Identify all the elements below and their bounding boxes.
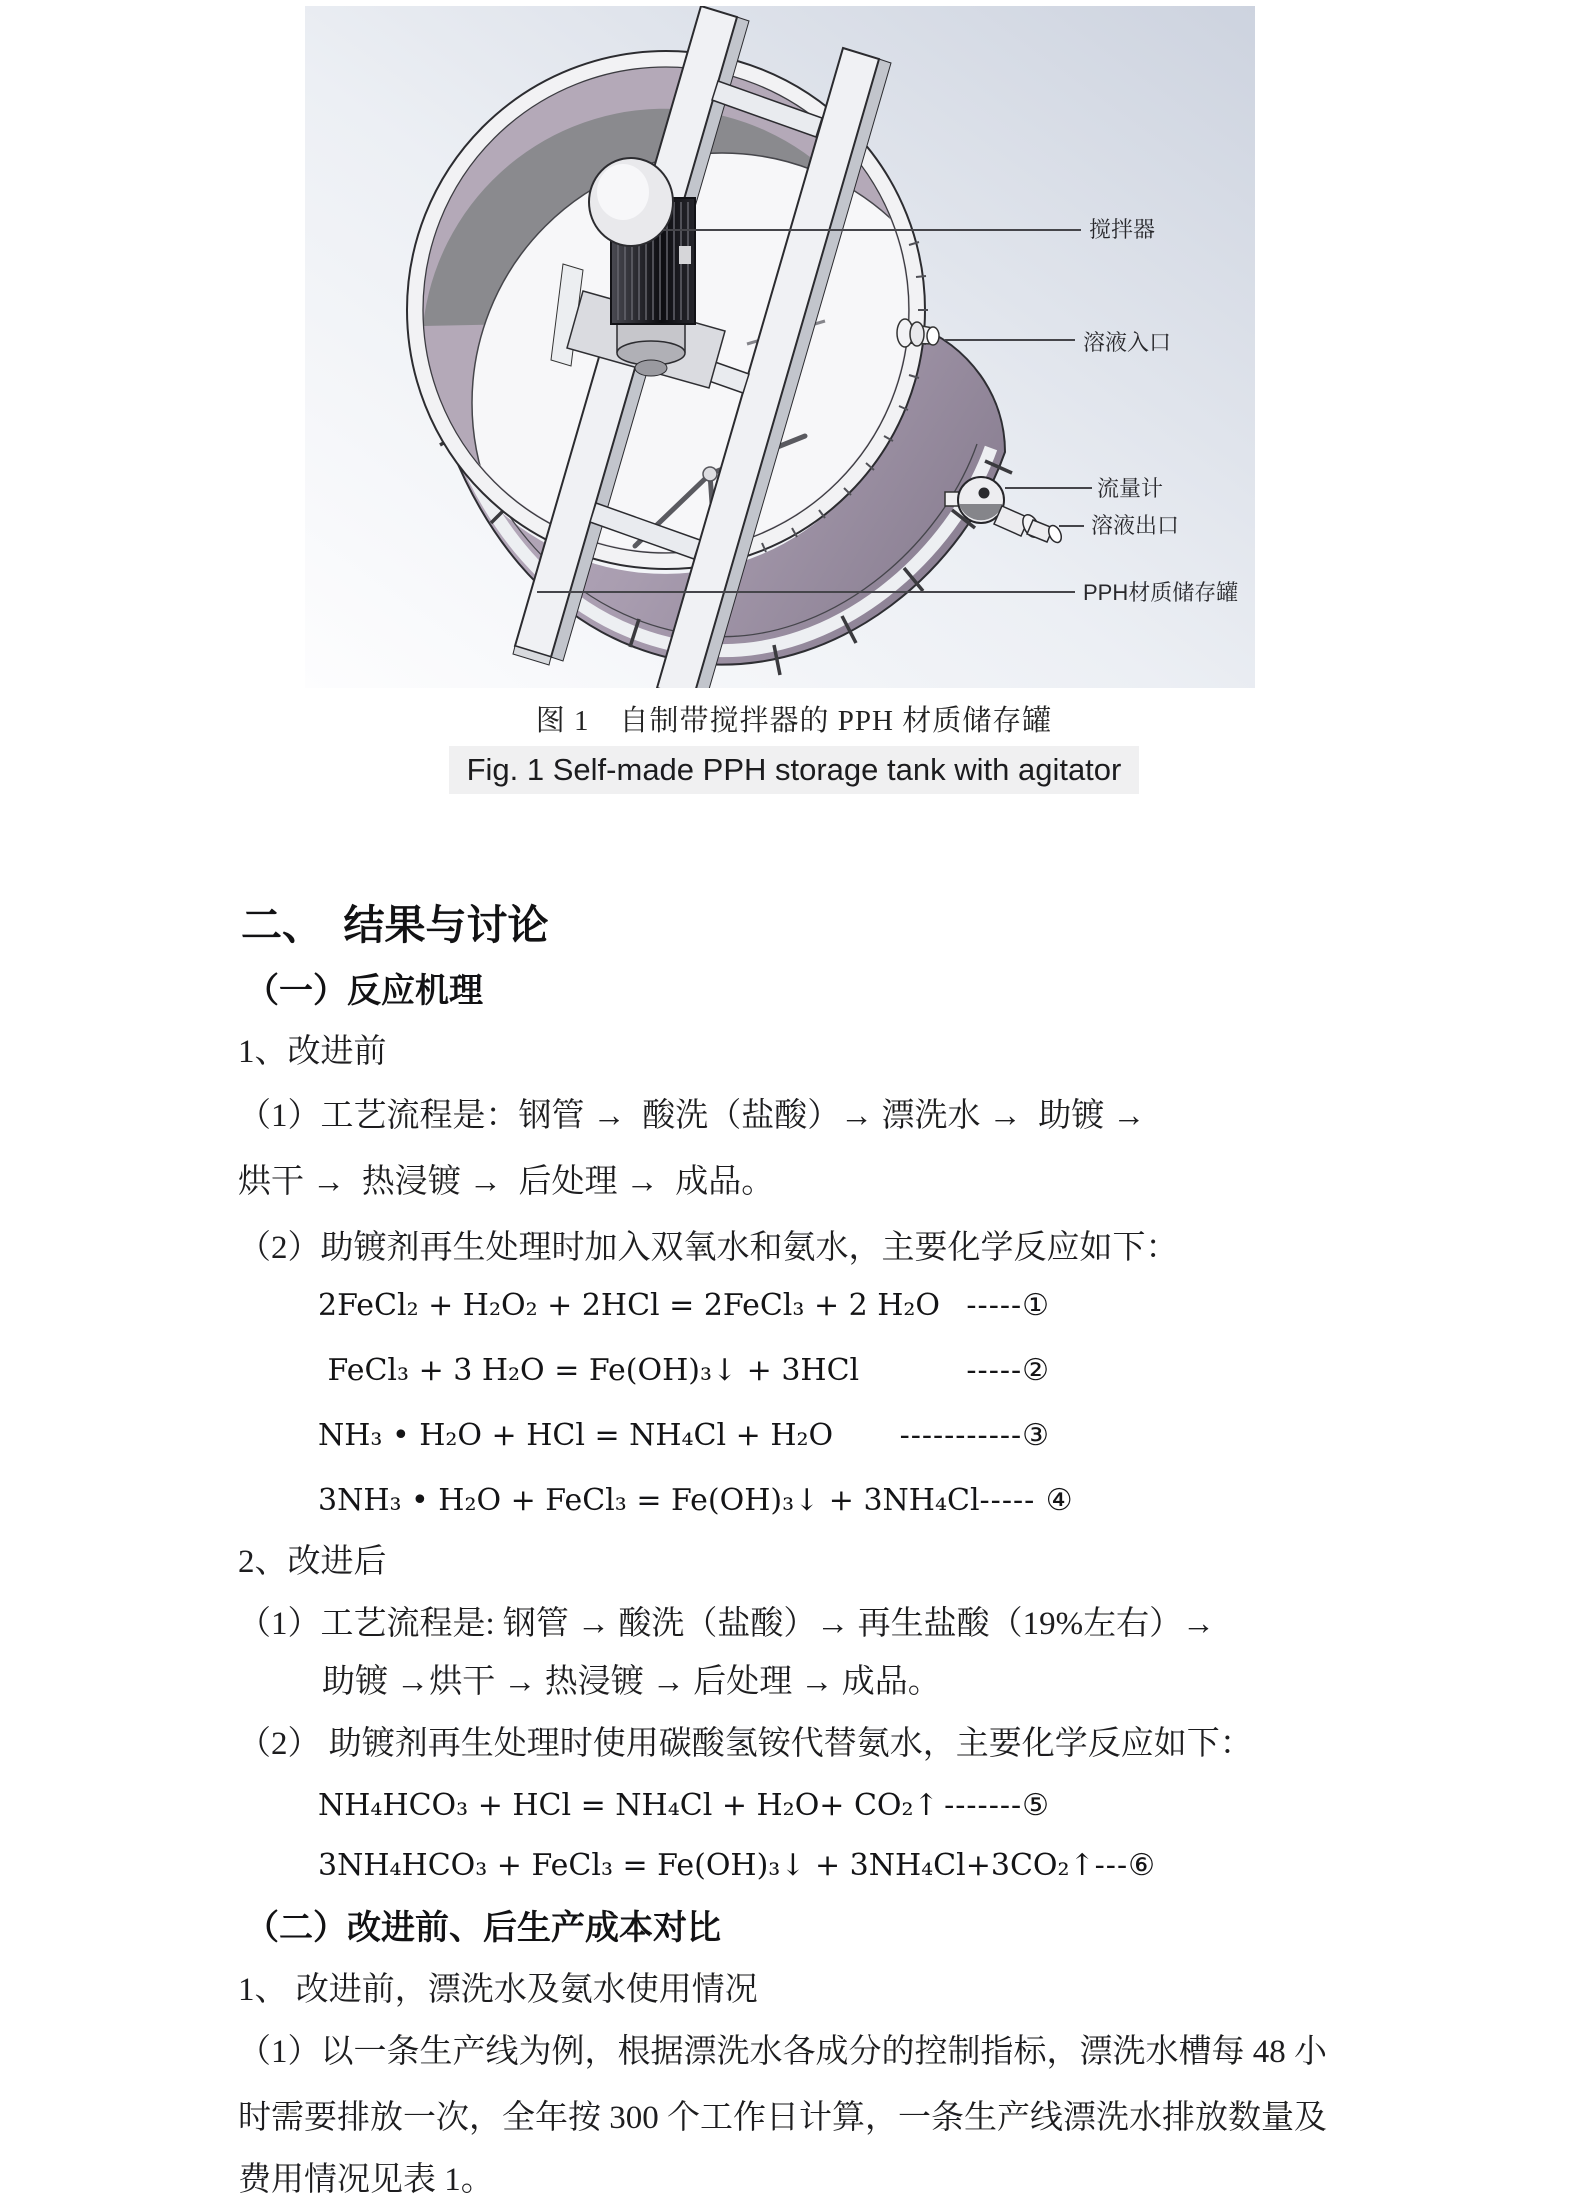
list-item-before-improvement: 1、改进前: [238, 1034, 387, 1070]
paragraph-rinse-water-line-2: 时需要排放一次，全年按 300 个工作日计算，一条生产线漂洗水排放数量及: [238, 2100, 1327, 2136]
process-flow-2-line-2: 助镀 →烘干 → 热浸镀 → 后处理 → 成品。: [322, 1664, 941, 1700]
equation-formula: NH₃ • H₂O + HCl = NH₄Cl + H₂O: [318, 1418, 834, 1453]
process-flow-1-line-1: （1）工艺流程是：钢管 → 酸洗（盐酸）→ 漂洗水 → 助镀 →: [238, 1098, 1146, 1134]
equation-row-5: [318, 1788, 1050, 1823]
equation-row-6: [318, 1848, 1156, 1883]
equation-number: ---⑥: [1094, 1848, 1156, 1883]
equation-number: -------⑤: [944, 1788, 1050, 1823]
figure-label-inlet: 溶液入口: [1083, 330, 1172, 355]
equation-number: -----------③: [899, 1418, 1050, 1453]
equation-number: -----①: [966, 1288, 1050, 1323]
list-item-usage-before: 1、 改进前，漂洗水及氨水使用情况: [238, 1972, 758, 2008]
agitator-hub: [703, 467, 717, 481]
paragraph-rinse-water-line-1: （1）以一条生产线为例，根据漂洗水各成分的控制指标，漂洗水槽每 48 小: [238, 2034, 1327, 2070]
figure-label-flowmeter: 流量计: [1097, 476, 1164, 501]
figure-label-agitator: 搅拌器: [1089, 217, 1156, 242]
equation-formula: 2FeCl₂ + H₂O₂ + 2HCl = 2FeCl₃ + 2 H₂O: [318, 1288, 941, 1323]
motor-nameplate: [679, 246, 691, 264]
paragraph-reactions-after: （2） 助镀剂再生处理时使用碳酸氢铵代替氨水，主要化学反应如下：: [238, 1726, 1253, 1762]
subsection-heading-cost-comparison: （二）改进前、后生产成本对比: [245, 1909, 721, 1947]
motor-cap-highlight: [597, 164, 649, 220]
equation-row-1: [318, 1288, 1050, 1323]
list-item-after-improvement: 2、改进后: [238, 1544, 387, 1580]
tank-drawing: [305, 6, 1255, 688]
figure-1: [305, 6, 1255, 688]
equation-row-4: [318, 1483, 1074, 1518]
equation-formula: 3NH₃ • H₂O + FeCl₃ = Fe(OH)₃↓ + 3NH₄Cl: [318, 1483, 980, 1518]
process-flow-2-line-1: （1）工艺流程是: 钢管 → 酸洗（盐酸）→ 再生盐酸（19%左右）→: [238, 1606, 1216, 1642]
figure-label-outlet: 溶液出口: [1091, 513, 1180, 538]
figure-caption-en-row: [0, 746, 1588, 794]
equation-number: -----②: [966, 1353, 1050, 1388]
equation-row-2: [318, 1353, 1050, 1388]
section-heading-results: 二、 结果与讨论: [241, 902, 549, 948]
figure-label-tank: PPH材质储存罐: [1083, 580, 1239, 605]
paragraph-rinse-water-line-3: 费用情况见表 1。: [238, 2162, 494, 2198]
figure-caption-zh: 图 1 自制带搅拌器的 PPH 材质储存罐: [535, 705, 1053, 737]
paragraph-reactions-before: （2）助镀剂再生处理时加入双氧水和氨水，主要化学反应如下：: [238, 1230, 1179, 1266]
equation-formula: 3NH₄HCO₃ + FeCl₃ = Fe(OH)₃↓ + 3NH₄Cl+3CO₂↑: [318, 1848, 1095, 1883]
equation-formula: NH₄HCO₃ + HCl = NH₄Cl + H₂O+ CO₂↑: [318, 1788, 939, 1823]
figure-caption-en: Fig. 1 Self-made PPH storage tank with agitator: [449, 746, 1140, 794]
process-flow-1-line-2: 烘干 → 热浸镀 → 后处理 → 成品。: [238, 1164, 775, 1200]
equation-row-3: [318, 1418, 1050, 1453]
equation-formula: FeCl₃ + 3 H₂O = Fe(OH)₃↓ + 3HCl: [318, 1353, 860, 1388]
subsection-heading-mechanism: （一）反应机理: [245, 972, 483, 1010]
equation-number: ----- ④: [979, 1483, 1074, 1518]
